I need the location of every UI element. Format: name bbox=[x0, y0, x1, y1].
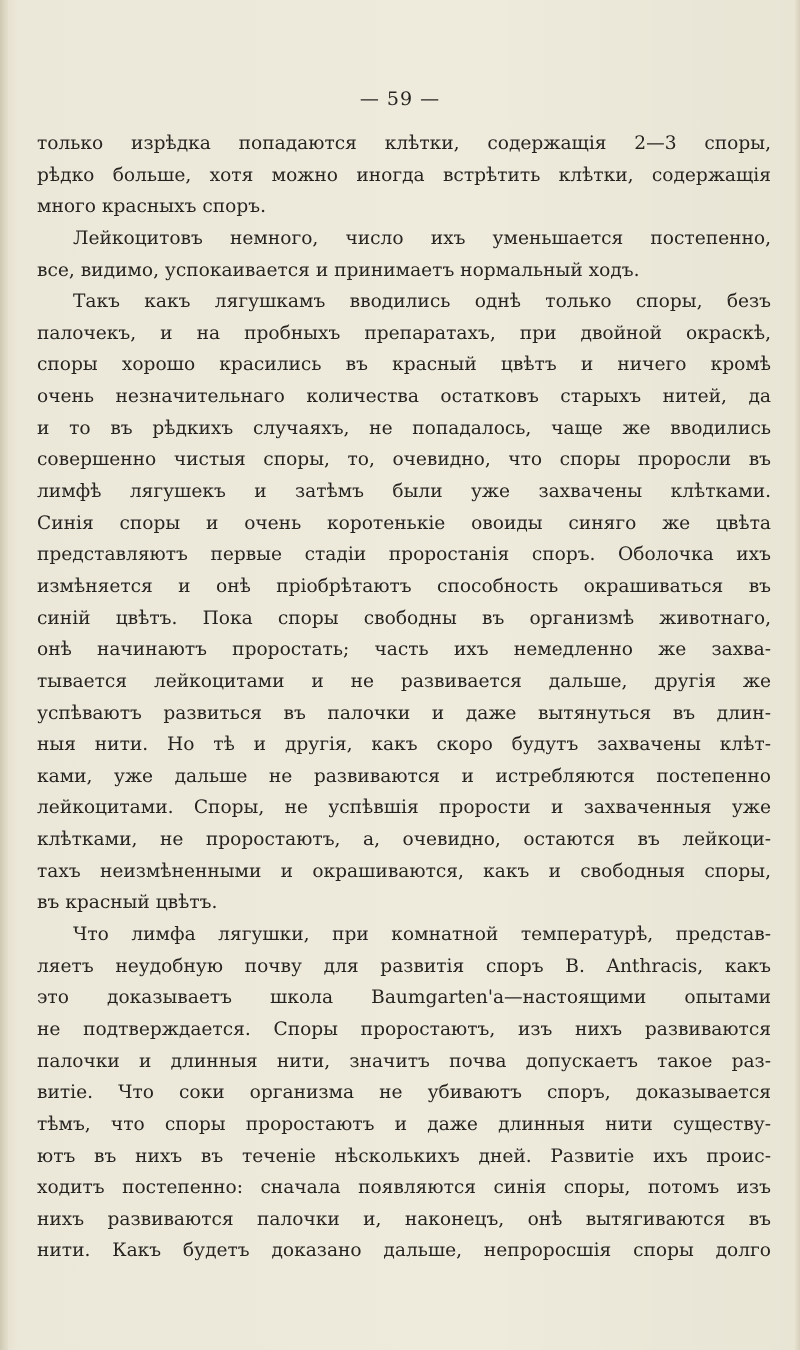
text-line: представляютъ первые стадіи проростанія споръ. Оболочка ихъ bbox=[37, 544, 771, 566]
text-line: онѣ начинаютъ проростать; часть ихъ немедленно же захва- bbox=[37, 639, 771, 661]
text-line: очень незначительнаго количества остатковъ старыхъ нитей, да bbox=[37, 386, 771, 408]
text-line: Что лимфа лягушки, при комнатной температурѣ, представ- bbox=[73, 924, 771, 946]
text-line: въ красный цвѣтъ. bbox=[37, 892, 218, 914]
text-line: и то въ рѣдкихъ случаяхъ, не попадалось, чаще же вводились bbox=[37, 417, 771, 439]
text-line: лимфѣ лягушекъ и затѣмъ были уже захвачены клѣтками. bbox=[37, 481, 771, 503]
page-left-edge bbox=[0, 0, 8, 1350]
text-line: ныя нити. Но тѣ и другія, какъ скоро будутъ захвачены клѣт- bbox=[37, 734, 771, 756]
text-line: тѣмъ, что споры проростаютъ и даже длинныя нити существу- bbox=[37, 1113, 771, 1135]
text-line: тахъ неизмѣненными и окрашиваются, какъ и свободныя споры, bbox=[37, 860, 771, 882]
text-line: только изрѣдка попадаются клѣтки, содержащія 2—3 споры, bbox=[37, 133, 771, 154]
text-line: измѣняется и онѣ пріобрѣтаютъ способность окрашиваться въ bbox=[37, 575, 771, 597]
page-number: — 59 — bbox=[359, 88, 441, 110]
body-text bbox=[37, 128, 771, 1267]
text-line: не подтверждается. Споры проростаютъ, изъ нихъ развиваются bbox=[37, 1018, 771, 1040]
text-line: успѣваютъ развиться въ палочки и даже вытянуться въ длин- bbox=[37, 702, 771, 724]
text-line: клѣтками, не проростаютъ, а, очевидно, остаются въ лейкоци- bbox=[37, 829, 771, 851]
text-line: Лейкоцитовъ немного, число ихъ уменьшается постепенно, bbox=[73, 227, 771, 249]
page-right-edge bbox=[794, 0, 800, 1350]
text-line: палочекъ, и на пробныхъ препаратахъ, при двойной окраскѣ, bbox=[37, 322, 771, 344]
text-line: нихъ развиваются палочки и, наконецъ, онѣ вытягиваются въ bbox=[37, 1208, 771, 1230]
text-line: Синія споры и очень коротенькіе овоиды синяго же цвѣта bbox=[37, 512, 771, 534]
text-line: синій цвѣтъ. Пока споры свободны въ организмѣ животнаго, bbox=[37, 607, 771, 629]
text-line: палочки и длинныя нити, значитъ почва допускаетъ такое раз- bbox=[37, 1050, 771, 1072]
text-line: споры хорошо красились въ красный цвѣтъ и ничего кромѣ bbox=[37, 354, 771, 376]
text-line: ютъ въ нихъ въ теченіе нѣсколькихъ дней. Развитіе ихъ проис- bbox=[37, 1145, 771, 1167]
text-line: витіе. Что соки организма не убиваютъ споръ, доказывается bbox=[37, 1082, 771, 1104]
text-line: все, видимо, успокаивается и принимаетъ нормальный ходъ. bbox=[37, 259, 640, 281]
text-line: ляетъ неудобную почву для развитія споръ B. Anthracis, какъ bbox=[37, 955, 771, 977]
text-line: Такъ какъ лягушкамъ вводились однѣ только споры, безъ bbox=[73, 291, 771, 313]
text-line: совершенно чистыя споры, то, очевидно, что споры проросли въ bbox=[37, 449, 771, 471]
text-line: это доказываетъ школа Baumgarten'a—настоящими опытами bbox=[37, 987, 771, 1009]
text-line: лейкоцитами. Споры, не успѣвшія прорости и захваченныя уже bbox=[37, 797, 771, 819]
text-line: нити. Какъ будетъ доказано дальше, непроросшія споры долго bbox=[37, 1240, 771, 1262]
text-line: ходитъ постепенно: сначала появляются синія споры, потомъ изъ bbox=[37, 1177, 771, 1199]
text-line: тывается лейкоцитами и не развивается дальше, другія же bbox=[37, 670, 771, 692]
text-line: ками, уже дальше не развиваются и истребляются постепенно bbox=[37, 765, 771, 787]
text-line: много красныхъ споръ. bbox=[37, 196, 266, 218]
text-line: рѣдко больше, хотя можно иногда встрѣтить клѣтки, содержащія bbox=[37, 164, 771, 186]
